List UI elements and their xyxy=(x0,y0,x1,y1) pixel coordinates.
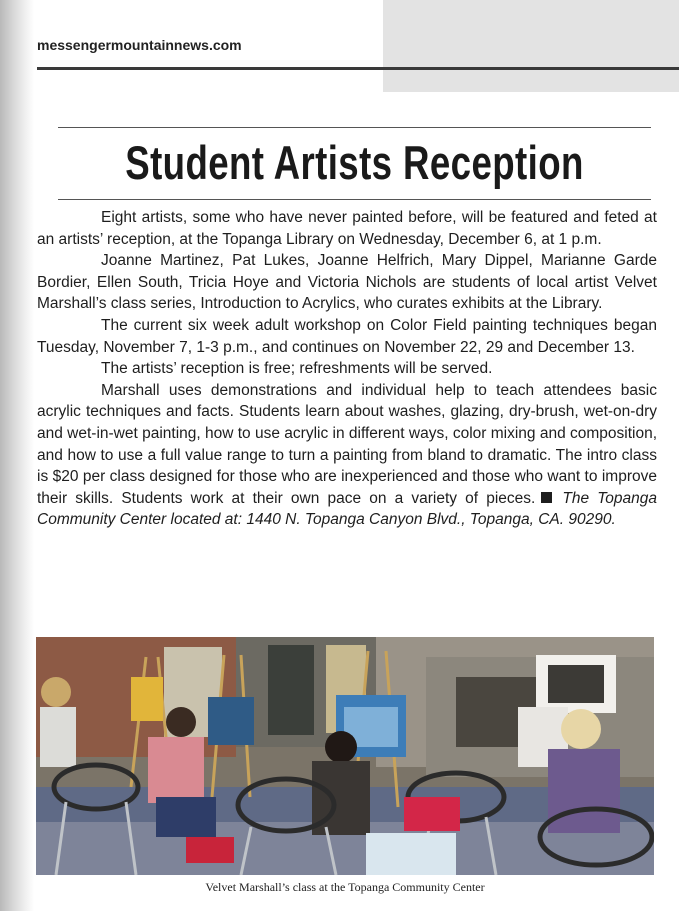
article-paragraph: Joanne Martinez, Pat Lukes, Joanne Helfrich, Mary Dippel, Marianne Garde Bordier, Ellen South, Tricia Hoye and Victoria Nichols are students of local artist Velvet Marshall’s class series, Introduction to Acrylics, who curates exhibits at the Library. xyxy=(37,252,657,313)
article-paragraph-last xyxy=(37,380,657,531)
article-paragraph: The current six week adult workshop on Color Field painting techniques began Tuesday, November 7, 1-3 p.m., and continues on November 22, 29 and December 13. xyxy=(37,316,657,356)
headline-rule-bottom xyxy=(58,199,651,200)
venue-address: The Topanga Community Center located at: 1440 N. Topanga Canyon Blvd., Topanga, CA. 90290. xyxy=(37,489,657,529)
article-paragraph-text: Marshall uses demonstrations and individual help to teach attendees basic acrylic techniques and facts. Students learn about washes, glazing, dry-brush, wet-on-dry and wet-in-wet painting, how to use acrylic in different ways, color mixing and composition, and how to use a full value range to turn a painting from bland to dramatic. The intro class is $20 per class designed for those who are inexperienced and those who want to improve their skills. Students work at their own pace on a variety of pieces. xyxy=(37,381,658,507)
end-mark-icon xyxy=(541,492,552,503)
headline-rule-top xyxy=(58,127,651,128)
header-gray-tab xyxy=(383,0,679,92)
site-url: messengermountainnews.com xyxy=(37,37,242,53)
photo-caption: Velvet Marshall’s class at the Topanga Community Center xyxy=(205,880,485,894)
page-gutter-shadow xyxy=(0,0,34,911)
class-photo xyxy=(36,637,654,875)
article-paragraph: The artists’ reception is free; refreshments will be served. xyxy=(101,360,493,378)
article-paragraph: Eight artists, some who have never painted before, will be featured and feted at an artists’ reception, at the Topanga Library on Wednesday, December 6, at 1 p.m. xyxy=(37,209,657,248)
article-body xyxy=(37,207,657,531)
article-headline: Student Artists Reception xyxy=(125,136,584,189)
header-rule xyxy=(37,67,679,70)
